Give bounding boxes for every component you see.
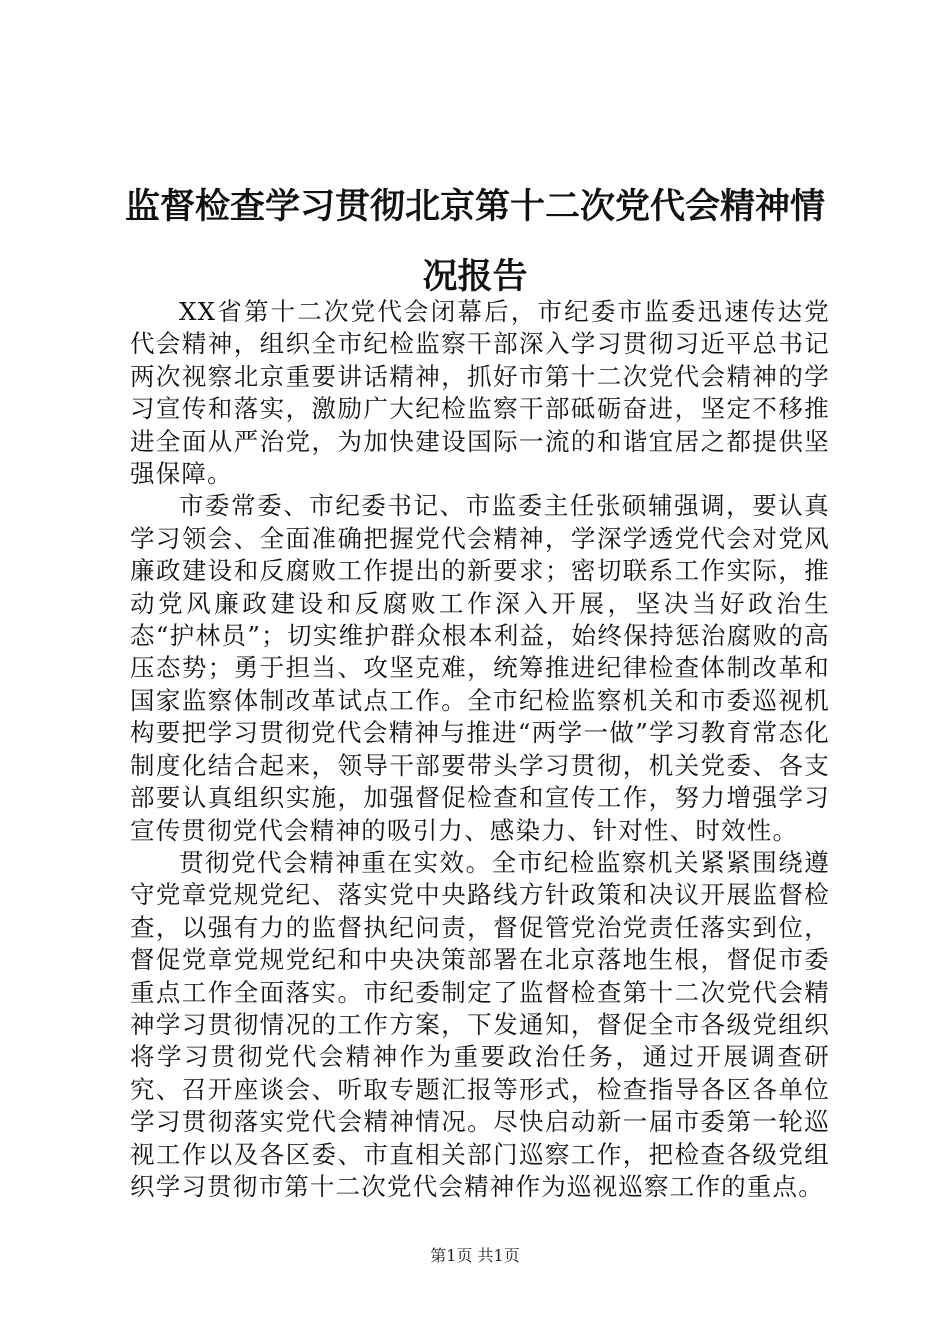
document-body [130, 296, 830, 1203]
paragraph-1: XX省第十二次党代会闭幕后，市纪委市监委迅速传达党代会精神，组织全市纪检监察干部深入学习贯彻习近平总书记两次视察北京重要讲话精神，抓好市第十二次党代会精神的学习宣传和落实，激励广大纪检监察干部砥砺奋进，坚定不移推进全面从严治党，为加快建设国际一流的和谐宜居之都提供坚强保障。 [130, 297, 830, 489]
document-title: 监督检查学习贯彻北京第十二次党代会精神情况报告 [124, 187, 825, 297]
paragraph-2: 市委常委、市纪委书记、市监委主任张硕辅强调，要认真学习领会、全面准确把握党代会精神，学深学透党代会对党风廉政建设和反腐败工作提出的新要求；密切联系工作实际，推动党风廉政建设和反腐败工作深入开展，坚决当好政治生态“护林员”；切实维护群众根本利益，始终保持惩治腐败的高压态势；勇于担当、攻坚克难，统筹推进纪律检查体制改革和国家监察体制改革试点工作。全市纪检监察机关和市委巡视机构要把学习贯彻党代会精神与推进“两学一做”学习教育常态化制度化结合起来，领导干部要带头学习贯彻，机关党委、各支部要认真组织实施，加强督促检查和宣传工作，努力增强学习宣传贯彻党代会精神的吸引力、感染力、针对性、时效性。 [130, 491, 830, 845]
paragraph-3: 贯彻党代会精神重在实效。全市纪检监察机关紧紧围绕遵守党章党规党纪、落实党中央路线方针政策和决议开展监督检查，以强有力的监督执纪问责，督促管党治党责任落实到位，督促党章党规党纪和中央决策部署在北京落地生根，督促市委重点工作全面落实。市纪委制定了监督检查第十二次党代会精神学习贯彻情况的工作方案，下发通知，督促全市各级党组织将学习贯彻党代会精神作为重要政治任务，通过开展调查研究、召开座谈会、听取专题汇报等形式，检查指导各区各单位学习贯彻落实党代会精神情况。尽快启动新一届市委第一轮巡视工作以及各区委、市直相关部门巡察工作，把检查各级党组织学习贯彻市第十二次党代会精神作为巡视巡察工作的重点。 [130, 847, 830, 1201]
page-footer: 第1页 共1页 [430, 1246, 520, 1265]
